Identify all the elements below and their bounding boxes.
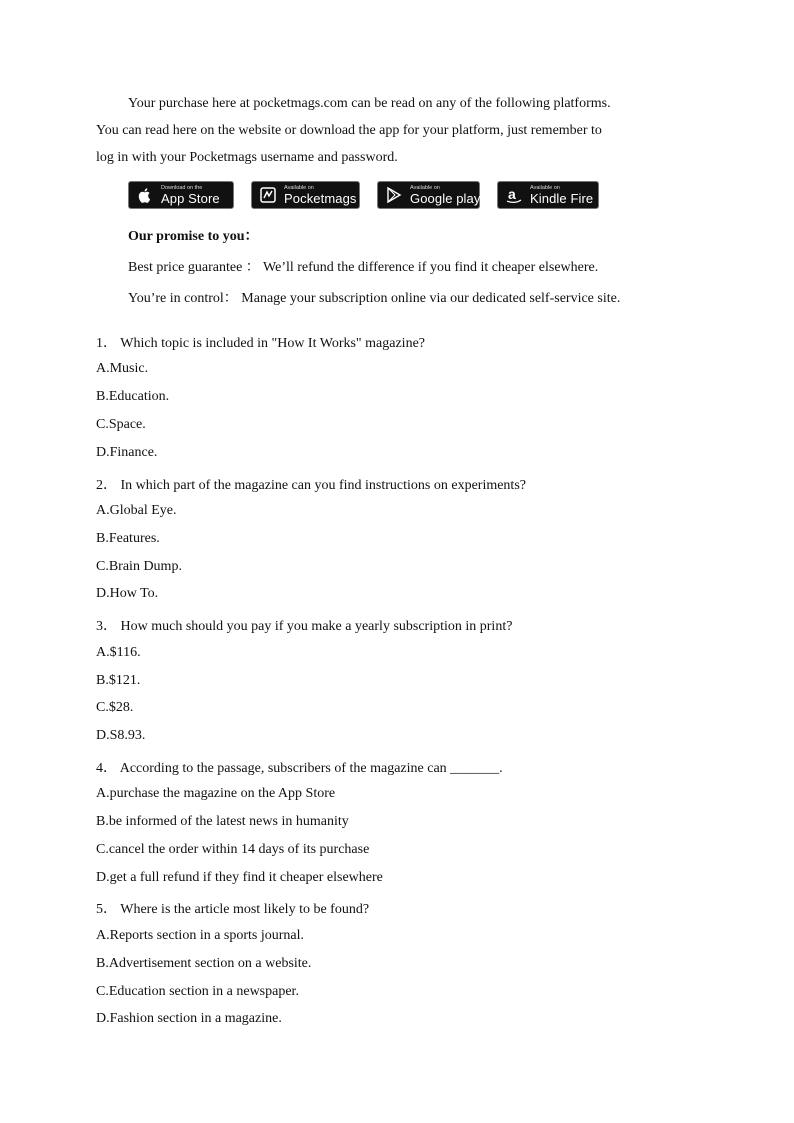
- question-4-stem: 4． According to the passage, subscribers of the magazine can _______.: [96, 761, 503, 776]
- intro-line-2: You can read here on the website or download the app for your platform, just remember to: [96, 123, 602, 138]
- question-2-option-b: B.Features.: [96, 531, 160, 546]
- pocketmags-badge[interactable]: [251, 181, 360, 209]
- badge-small-text: Available on: [284, 185, 314, 191]
- question-2-option-d: D.How To.: [96, 586, 159, 601]
- intro-line-3: log in with your Pocketmags username and password.: [96, 150, 398, 165]
- question-1-option-d: D.Finance.: [96, 445, 158, 460]
- badge-small-text: Available on: [410, 185, 440, 191]
- question-2-option-c: C.Brain Dump.: [96, 559, 182, 574]
- pocketmags-icon: [259, 186, 277, 204]
- question-4-option-d: D.get a full refund if they find it cheaper elsewhere: [96, 870, 383, 885]
- question-5-option-a: A.Reports section in a sports journal.: [96, 928, 305, 943]
- question-4-option-a: A.purchase the magazine on the App Store: [96, 786, 336, 801]
- promise-heading: Our promise to you：: [128, 229, 259, 244]
- question-3-option-d: D.S8.93.: [96, 728, 146, 743]
- badge-small-text: Download on the: [161, 185, 203, 191]
- badge-main-text: Pocketmags: [284, 191, 357, 206]
- platform-badges: [128, 181, 608, 209]
- question-1-option-b: B.Education.: [96, 389, 170, 404]
- question-3-option-b: B.$121.: [96, 673, 141, 688]
- question-5-option-d: D.Fashion section in a magazine.: [96, 1011, 282, 1026]
- question-2-option-a: A.Global Eye.: [96, 503, 177, 518]
- google-play-badge[interactable]: [377, 181, 480, 209]
- badge-main-text: Kindle Fire: [530, 191, 594, 206]
- question-5-option-c: C.Education section in a newspaper.: [96, 984, 299, 999]
- badge-small-text: Available on: [530, 185, 560, 191]
- question-4-option-b: B.be informed of the latest news in humanity: [96, 814, 349, 829]
- question-2-stem: 2． In which part of the magazine can you find instructions on experiments?: [96, 478, 526, 493]
- question-1-option-a: A.Music.: [96, 361, 149, 376]
- question-4-option-c: C.cancel the order within 14 days of its purchase: [96, 842, 370, 857]
- promise-control: You’re in control： Manage your subscription online via our dedicated self-service site.: [128, 291, 621, 306]
- app-store-badge[interactable]: [128, 181, 234, 209]
- question-1-stem: 1． Which topic is included in "How It Works" magazine?: [96, 336, 425, 351]
- badge-main-text: Google play: [410, 191, 481, 206]
- badge-main-text: App Store: [161, 191, 220, 206]
- kindle-fire-badge[interactable]: [497, 181, 599, 209]
- svg-text:a: a: [508, 186, 516, 202]
- question-3-option-a: A.$116.: [96, 645, 141, 660]
- google-play-icon: [385, 186, 403, 204]
- amazon-icon: [505, 186, 523, 204]
- question-3-option-c: C.$28.: [96, 700, 134, 715]
- promise-guarantee: Best price guarantee ： We’ll refund the difference if you find it cheaper elsewhere.: [128, 260, 599, 275]
- question-1-option-c: C.Space.: [96, 417, 146, 432]
- question-3-stem: 3． How much should you pay if you make a yearly subscription in print?: [96, 619, 513, 634]
- question-5-option-b: B.Advertisement section on a website.: [96, 956, 312, 971]
- apple-icon: [136, 186, 154, 204]
- question-5-stem: 5． Where is the article most likely to be found?: [96, 902, 370, 917]
- intro-line-1: Your purchase here at pocketmags.com can be read on any of the following platforms.: [128, 96, 611, 111]
